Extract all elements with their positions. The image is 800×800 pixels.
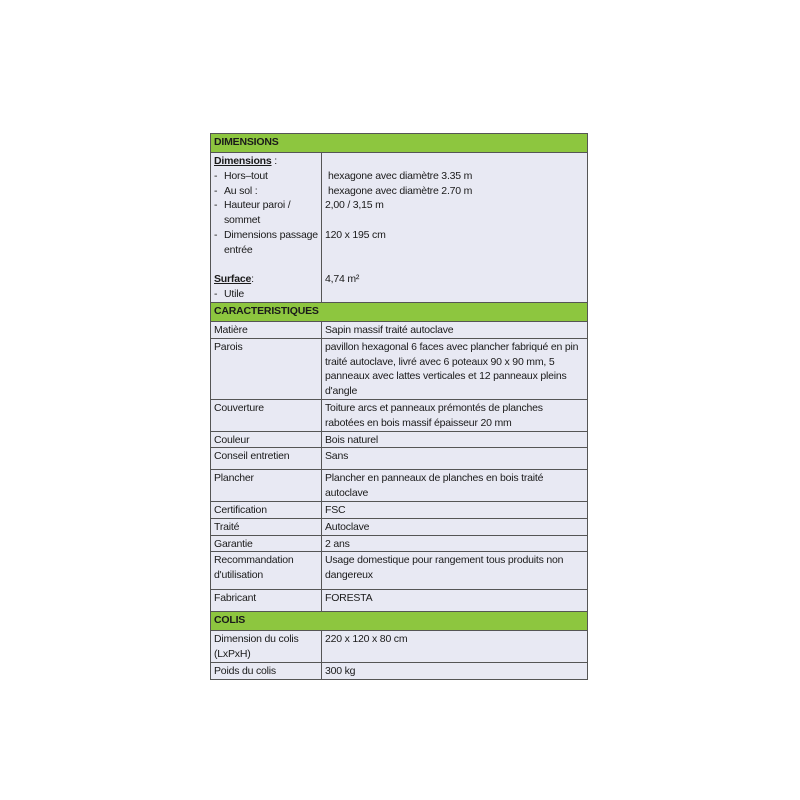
row-label: Certification [211, 501, 322, 518]
row-label: Garantie [211, 535, 322, 552]
row-label: Fabricant [211, 590, 322, 612]
table-row [211, 631, 588, 663]
table-row [211, 501, 588, 518]
row-label: Couverture [211, 399, 322, 431]
row-value: pavillon hexagonal 6 faces avec plancher fabriqué en pin traité autoclave, livré avec 6 poteaux 90 x 90 mm, 5 panneaux avec lattes verticales et 12 panneaux pleins d'angle [322, 338, 588, 399]
row-label: Couleur [211, 431, 322, 448]
dim-value-hors-tout: hexagone avec diamètre 3.35 m [328, 169, 473, 182]
surface-value: 4,74 m² [325, 273, 360, 286]
row-value: 300 kg [322, 662, 588, 679]
row-label: Recommandation d'utilisation [211, 552, 322, 590]
list-item: - Hauteur paroi / sommet [214, 198, 318, 228]
dimensions-list [214, 169, 318, 258]
dimensions-row [211, 153, 588, 303]
row-label: Matière [211, 321, 322, 338]
table-row [211, 535, 588, 552]
row-value: Sans [322, 448, 588, 470]
list-item: - Hors–tout [214, 169, 318, 184]
row-value: Sapin massif traité autoclave [322, 321, 588, 338]
dim-value-passage: 120 x 195 cm [325, 228, 386, 241]
row-value: FSC [322, 501, 588, 518]
table-row [211, 518, 588, 535]
row-value: FORESTA [322, 590, 588, 612]
table-row [211, 552, 588, 590]
row-value: Usage domestique pour rangement tous produits non dangereux [322, 552, 588, 590]
row-value: Autoclave [322, 518, 588, 535]
surface-label: - Utile [214, 287, 318, 302]
list-item: - Au sol : [214, 184, 318, 199]
dim-value-hauteur: 2,00 / 3,15 m [325, 199, 384, 212]
section-title: CARACTERISTIQUES [211, 302, 588, 321]
row-value: Bois naturel [322, 431, 588, 448]
dim-value-au-sol: hexagone avec diamètre 2.70 m [328, 184, 473, 197]
section-header-colis [211, 612, 588, 631]
row-label: Plancher [211, 470, 322, 502]
table-row [211, 590, 588, 612]
dimensions-values [322, 153, 588, 303]
row-label: Parois [211, 338, 322, 399]
table-row [211, 431, 588, 448]
product-spec-table [210, 133, 588, 680]
list-item: - Dimensions passage entrée [214, 228, 318, 258]
row-label: Poids du colis [211, 662, 322, 679]
dimensions-labels: Dimensions : - Hors–tout - Au sol : - Hauteur paroi / sommet - Dimensions passage entrée Surface: - Utile [211, 153, 322, 303]
section-header-caracteristiques [211, 302, 588, 321]
row-label: Traité [211, 518, 322, 535]
table-row [211, 338, 588, 399]
section-header-dimensions [211, 134, 588, 153]
row-label: Conseil entretien [211, 448, 322, 470]
table-row [211, 321, 588, 338]
row-value: Toiture arcs et panneaux prémontés de planches rabotées en bois massif épaisseur 20 mm [322, 399, 588, 431]
table-row [211, 448, 588, 470]
row-value: 220 x 120 x 80 cm [322, 631, 588, 663]
row-value: 2 ans [322, 535, 588, 552]
row-label: Dimension du colis (LxPxH) [211, 631, 322, 663]
section-title: COLIS [211, 612, 588, 631]
table-row [211, 399, 588, 431]
table-row [211, 470, 588, 502]
table-row [211, 662, 588, 679]
row-value: Plancher en panneaux de planches en bois traité autoclave [322, 470, 588, 502]
surface-heading: Surface [214, 273, 252, 286]
dimensions-heading: Dimensions [214, 155, 272, 167]
section-title: DIMENSIONS [211, 134, 588, 153]
